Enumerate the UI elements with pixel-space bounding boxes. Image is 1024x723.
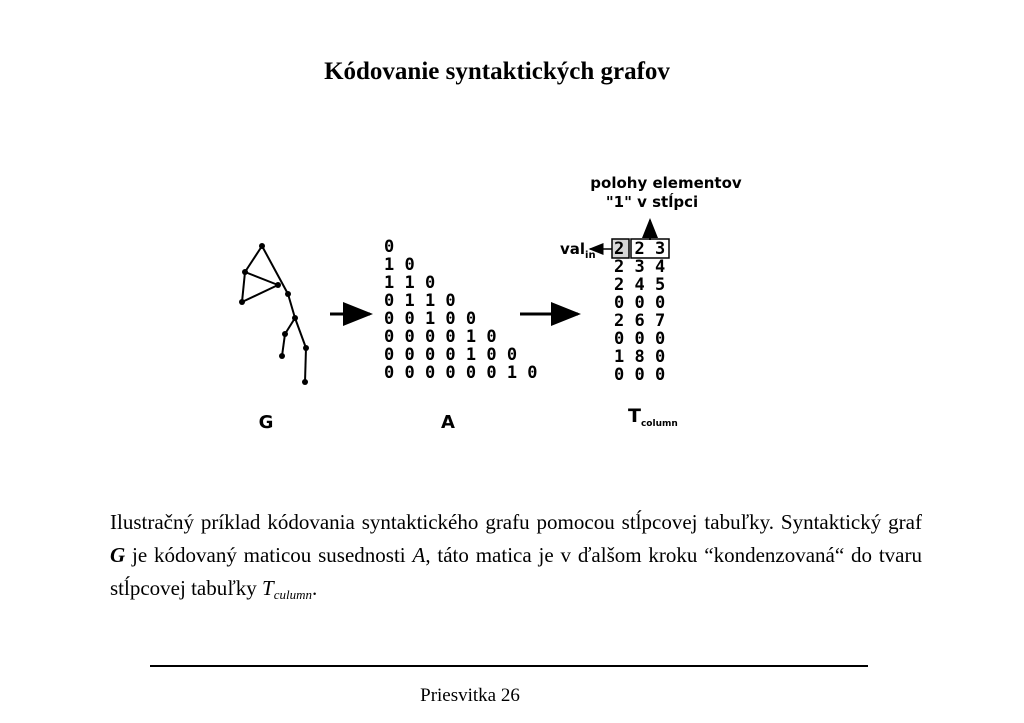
matrix-label: A (441, 412, 455, 433)
annotation-line1: polohy elementov (590, 174, 742, 192)
table-row: 2 3 4 (614, 257, 666, 277)
table-row: 2 2 3 (614, 239, 666, 259)
description-paragraph (110, 506, 922, 611)
matrix-row: 0 0 0 0 0 0 1 0 (384, 363, 538, 383)
matrix-row: 0 0 1 0 0 (384, 309, 477, 329)
paragraph-text: , táto matica je v ďalšom kroku “kondenzovaná“ do tvaru stĺpcovej tabuľky (110, 543, 922, 600)
table-row: 2 4 5 (614, 275, 666, 295)
val-in-label: val$_{in}$ (560, 240, 596, 261)
matrix-symbol: A (412, 543, 426, 567)
matrix-row: 0 (384, 237, 395, 257)
slide-number: Priesvitka 26 (420, 685, 520, 706)
paragraph-text: je kódovaný maticou susednosti (125, 543, 413, 567)
table-row: 0 0 0 (614, 365, 666, 385)
paragraph-text: . (311, 576, 318, 600)
graph-symbol: G (110, 543, 126, 567)
paragraph-text: Ilustračný príklad kódovania syntaktického grafu pomocou stĺpcovej tabuľky. Syntaktický graf (110, 510, 922, 534)
table-symbol: T (262, 576, 274, 600)
table-label: $T_{column}$ (628, 405, 678, 429)
annotation-line2: "1" v stĺpci (605, 193, 699, 211)
table-row: 1 8 0 (614, 347, 666, 367)
footer-divider (150, 665, 868, 667)
graph-g (242, 246, 306, 382)
matrix-row: 0 1 1 0 (384, 291, 456, 311)
slide-title: Kódovanie syntaktických grafov (324, 58, 670, 85)
adjacency-matrix (384, 237, 538, 383)
table-row: 0 0 0 (614, 293, 666, 313)
matrix-row: 0 0 0 0 1 0 0 (384, 345, 518, 365)
graph-label: G (258, 412, 274, 433)
table-row: 0 0 0 (614, 329, 666, 349)
table-row: 2 6 7 (614, 311, 666, 331)
matrix-row: 1 0 (384, 255, 415, 275)
matrix-row: 0 0 0 0 1 0 (384, 327, 497, 347)
matrix-row: 1 1 0 (384, 273, 436, 293)
column-table (614, 239, 665, 385)
table-symbol-subscript: culumn (273, 587, 312, 602)
